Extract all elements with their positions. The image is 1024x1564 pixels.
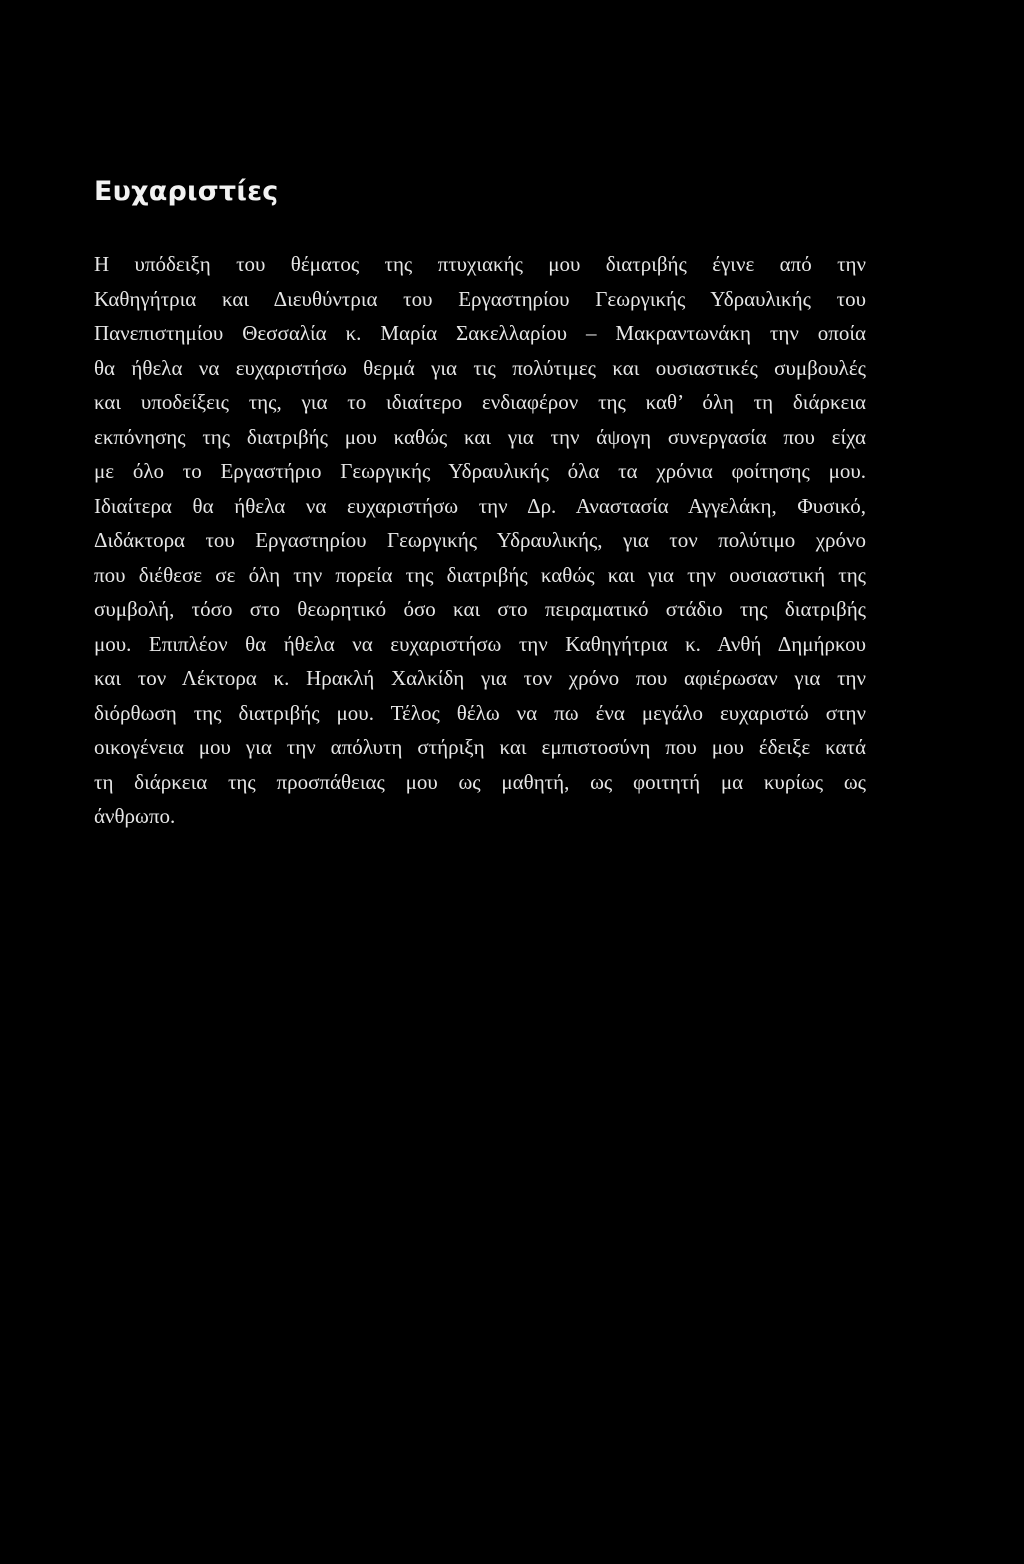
paragraph-line: θα ήθελα να ευχαριστήσω θερμά για τις πολύτιμες και ουσιαστικές συμβουλές xyxy=(94,355,866,380)
paragraph-line: τη διάρκεια της προσπάθειας μου ως μαθητή, ως φοιτητή μα κυρίως ως xyxy=(94,769,866,794)
paragraph-line: άνθρωπο. xyxy=(94,804,176,828)
paragraph-line: και υποδείξεις της, για το ιδιαίτερο ενδιαφέρον της καθ’ όλη τη διάρκεια xyxy=(94,390,866,414)
paragraph-line: Ιδιαίτερα θα ήθελα να ευχαριστήσω την Δρ. Αναστασία Αγγελάκη, Φυσικό, xyxy=(94,493,866,518)
paragraph-line: Καθηγήτρια και Διευθύντρια του Εργαστηρίου Γεωργικής Υδραυλικής του xyxy=(94,286,866,311)
paragraph-line: οικογένεια μου για την απόλυτη στήριξη και εμπιστοσύνη που μου έδειξε κατά xyxy=(94,735,866,759)
paragraph-line: που διέθεσε σε όλη την πορεία της διατριβής καθώς και για την ουσιαστική της xyxy=(94,562,866,587)
paragraph-line: Η υπόδειξη του θέματος της πτυχιακής μου διατριβής έγινε από την xyxy=(94,252,866,276)
paragraph-line: Πανεπιστημίου Θεσσαλία κ. Μαρία Σακελλαρίου – Μακραντωνάκη την οποία xyxy=(94,321,866,345)
paragraph-line: εκπόνησης της διατριβής μου καθώς και για την άψογη συνεργασία που είχα xyxy=(94,424,866,449)
paragraph-line: με όλο το Εργαστήριο Γεωργικής Υδραυλικής όλα τα χρόνια φοίτησης μου. xyxy=(94,459,866,483)
paragraph-line: συμβολή, τόσο στο θεωρητικό όσο και στο πειραματικό στάδιο της διατριβής xyxy=(94,597,866,621)
paragraph-line: και τον Λέκτορα κ. Ηρακλή Χαλκίδη για τον χρόνο που αφιέρωσαν για την xyxy=(94,666,866,690)
paragraph-line: Διδάκτορα του Εργαστηρίου Γεωργικής Υδραυλικής, για τον πολύτιμο χρόνο xyxy=(94,528,866,552)
acknowledgements-paragraph xyxy=(94,247,866,834)
paragraph-line: διόρθωση της διατριβής μου. Τέλος θέλω να πω ένα μεγάλο ευχαριστώ στην xyxy=(94,700,866,725)
paragraph-line: μου. Επιπλέον θα ήθελα να ευχαριστήσω την Καθηγήτρια κ. Ανθή Δημήρκου xyxy=(94,631,866,656)
page-title: Ευχαριστίες xyxy=(94,176,279,207)
